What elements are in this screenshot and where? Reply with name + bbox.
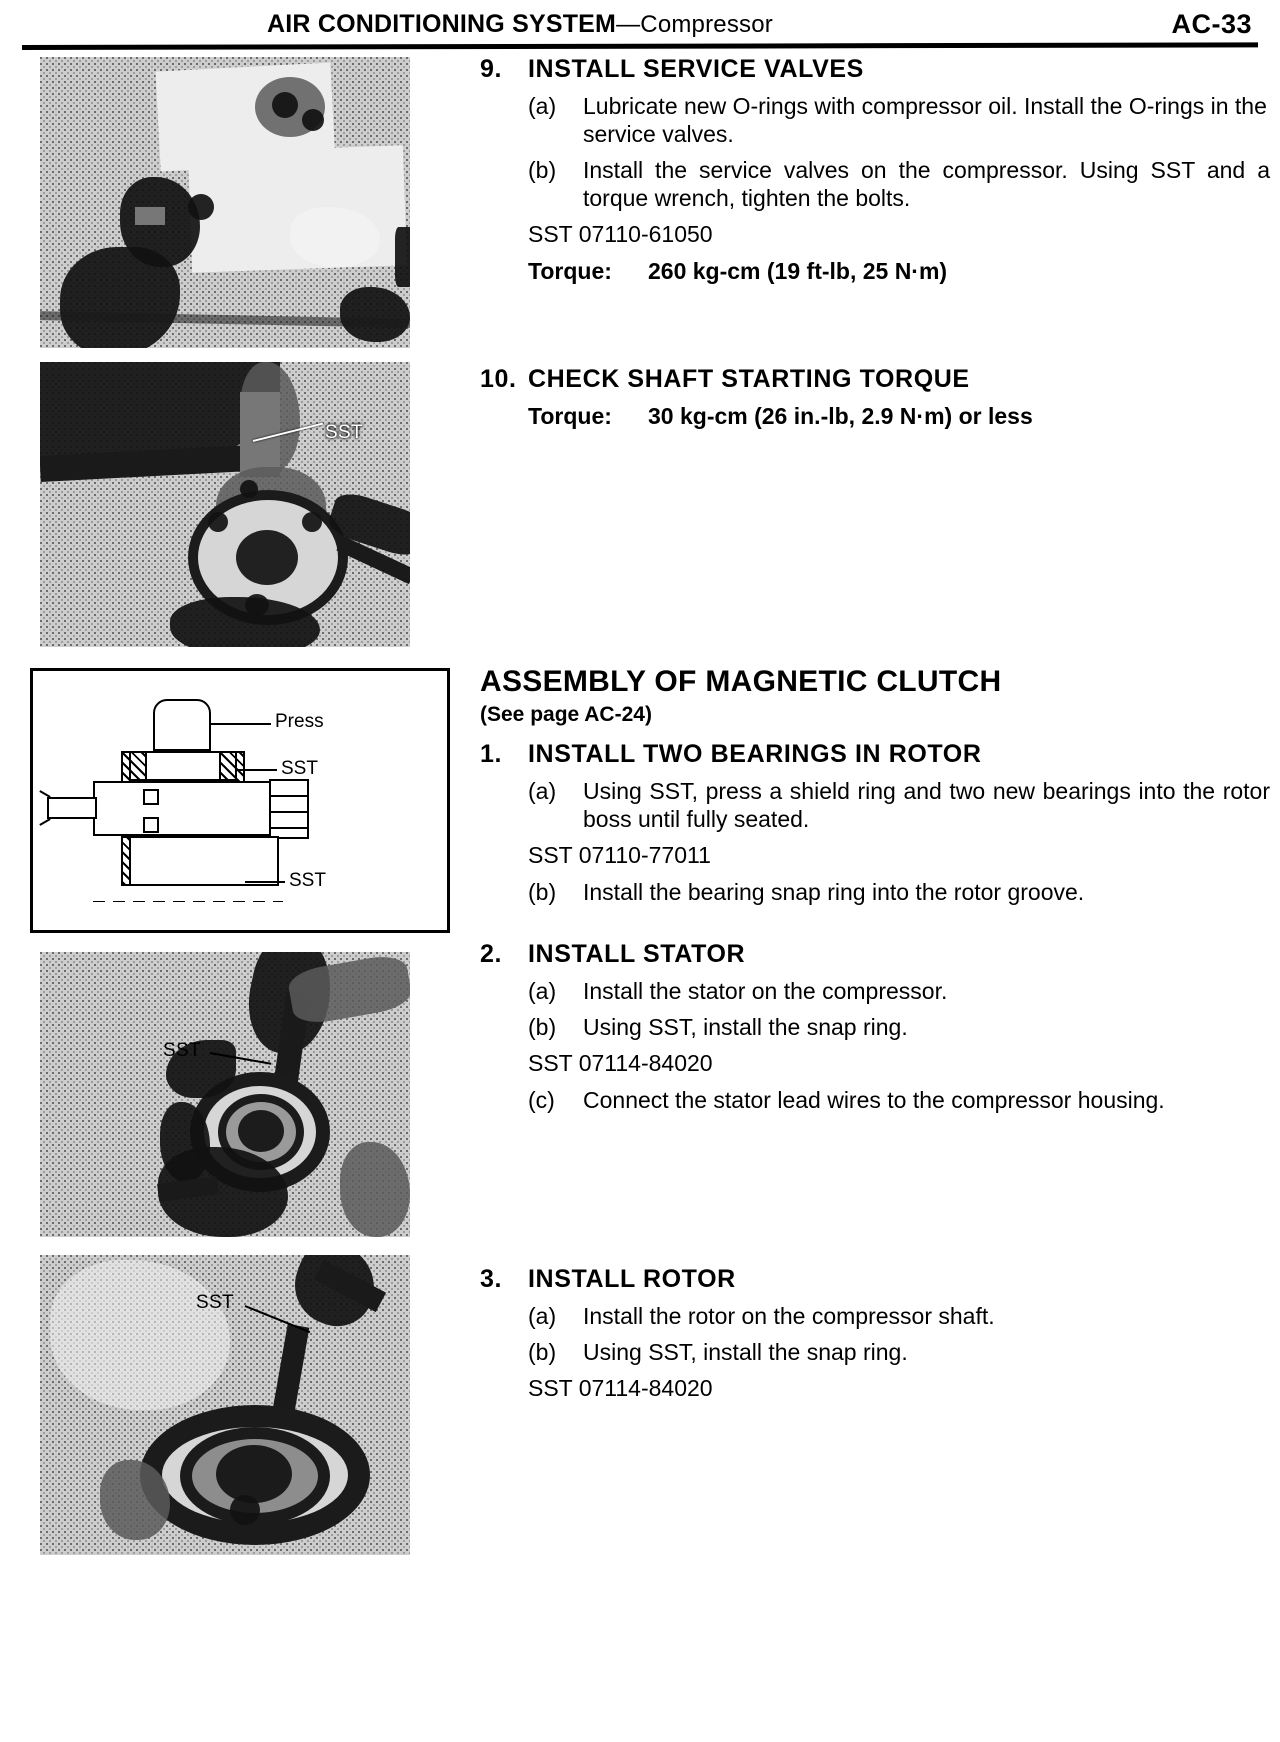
step-9-item-b xyxy=(480,156,1270,212)
step-9-sst: SST 07110-61050 xyxy=(528,221,713,248)
step-9-heading xyxy=(480,55,1270,84)
assembly-step-1-item-b-mark: (b) xyxy=(528,878,557,905)
assembly-step-3-item-b-text: Using SST, install the snap ring. xyxy=(583,1339,908,1366)
assembly-step-2-item-c-text: Connect the stator lead wires to the compressor housing. xyxy=(583,1086,1165,1113)
page-title-main: AIR CONDITIONING SYSTEM xyxy=(267,10,617,38)
install-stator-photo xyxy=(40,952,410,1237)
assembly-section-header xyxy=(480,665,1270,727)
assembly-step-2-item-a-text: Install the stator on the compressor. xyxy=(583,978,948,1004)
step-9-item-a-mark: (a) xyxy=(528,93,557,119)
step-9-block xyxy=(480,55,1270,292)
step-9-number: 9. xyxy=(480,55,503,83)
sst-label-lower: SST xyxy=(289,870,326,891)
instructions-column xyxy=(470,0,1280,1742)
assembly-see-page: (See page AC-24) xyxy=(480,703,652,726)
page-title-separator: — xyxy=(616,11,641,38)
sst-callout-shaft: SST xyxy=(325,422,363,443)
assembly-step-2-sst: SST 07114-84020 xyxy=(528,1050,713,1077)
step-10-title: CHECK SHAFT STARTING TORQUE xyxy=(528,365,970,393)
assembly-step-2-block xyxy=(480,940,1270,1122)
assembly-step-1-block xyxy=(480,740,1270,914)
assembly-step-1-number: 1. xyxy=(480,740,503,768)
assembly-step-2-heading xyxy=(480,940,1270,969)
compressor-service-valves-photo xyxy=(40,57,410,348)
assembly-step-1-heading xyxy=(480,740,1270,769)
assembly-step-1-sst: SST 07110-77011 xyxy=(528,842,711,869)
assembly-step-3-item-a-text: Install the rotor on the compressor shaft. xyxy=(583,1303,995,1329)
assembly-step-3-sst: SST 07114-84020 xyxy=(528,1375,713,1402)
step-9-item-b-text: Install the service valves on the compressor. Using SST and a torque wrench, tighten the bolts. xyxy=(583,157,1270,212)
step-9-item-a xyxy=(480,92,1270,148)
assembly-step-3-title: INSTALL ROTOR xyxy=(528,1265,736,1293)
step-9-title: INSTALL SERVICE VALVES xyxy=(528,55,864,83)
sst-callout-rotor: SST xyxy=(196,1292,234,1313)
sst-upper-leader-line xyxy=(237,769,277,771)
assembly-step-3-item-b-mark: (b) xyxy=(528,1339,557,1366)
assembly-step-3-number: 3. xyxy=(480,1265,503,1293)
figure-column xyxy=(0,0,470,1742)
bearing-press-diagram xyxy=(30,668,450,933)
step-9-item-a-text: Lubricate new O-rings with compressor oil. Install the O-rings in the service valves. xyxy=(583,93,1267,148)
step-9-item-b-mark: (b) xyxy=(528,157,557,184)
assembly-step-2-item-b xyxy=(480,1013,1270,1041)
assembly-step-1-title: INSTALL TWO BEARINGS IN ROTOR xyxy=(528,740,982,768)
assembly-step-3-item-a xyxy=(480,1302,1270,1330)
step-10-block xyxy=(480,365,1270,437)
step-10-torque-value: 30 kg-cm (26 in.-lb, 2.9 N·m) or less xyxy=(648,403,1033,429)
assembly-step-2-number: 2. xyxy=(480,940,503,968)
step-10-number: 10. xyxy=(480,365,517,393)
assembly-step-2-item-a xyxy=(480,977,1270,1005)
step-9-torque-label: Torque: xyxy=(528,257,612,284)
assembly-step-2-title: INSTALL STATOR xyxy=(528,940,746,968)
assembly-step-2-item-c-mark: (c) xyxy=(528,1086,555,1113)
assembly-step-3-item-b xyxy=(480,1338,1270,1366)
assembly-step-3-item-a-mark: (a) xyxy=(528,1303,557,1329)
assembly-step-1-item-a-mark: (a) xyxy=(528,778,557,804)
press-leader-line xyxy=(211,723,271,725)
page-number: AC-33 xyxy=(1171,9,1252,39)
sst-lower-leader-line xyxy=(245,881,285,883)
assembly-step-1-item-b-text: Install the bearing snap ring into the rotor groove. xyxy=(583,878,1085,905)
assembly-step-1-item-a-text: Using SST, press a shield ring and two new bearings into the rotor boss until fully seated. xyxy=(583,778,1270,833)
assembly-heading: ASSEMBLY OF MAGNETIC CLUTCH xyxy=(480,665,1002,698)
page-title-sub: Compressor xyxy=(640,11,773,38)
assembly-step-2-item-b-mark: (b) xyxy=(528,1014,557,1041)
shaft-starting-torque-photo xyxy=(40,362,410,647)
assembly-step-2-item-c xyxy=(480,1086,1270,1114)
assembly-step-1-item-a xyxy=(480,777,1270,833)
step-10-torque-label: Torque: xyxy=(528,403,612,429)
assembly-step-2-item-b-text: Using SST, install the snap ring. xyxy=(583,1014,908,1041)
assembly-step-3-heading xyxy=(480,1265,1270,1294)
assembly-step-1-item-b xyxy=(480,878,1270,906)
sst-label-upper: SST xyxy=(281,758,318,779)
press-label: Press xyxy=(275,711,324,732)
assembly-step-2-item-a-mark: (a) xyxy=(528,978,557,1004)
step-10-torque xyxy=(480,402,1270,431)
sst-callout-stator: SST xyxy=(163,1040,201,1061)
step-9-torque xyxy=(480,257,1270,286)
assembly-step-3-block xyxy=(480,1265,1270,1411)
step-10-heading xyxy=(480,365,1270,394)
step-9-torque-value: 260 kg-cm (19 ft-lb, 25 N·m) xyxy=(648,257,948,284)
